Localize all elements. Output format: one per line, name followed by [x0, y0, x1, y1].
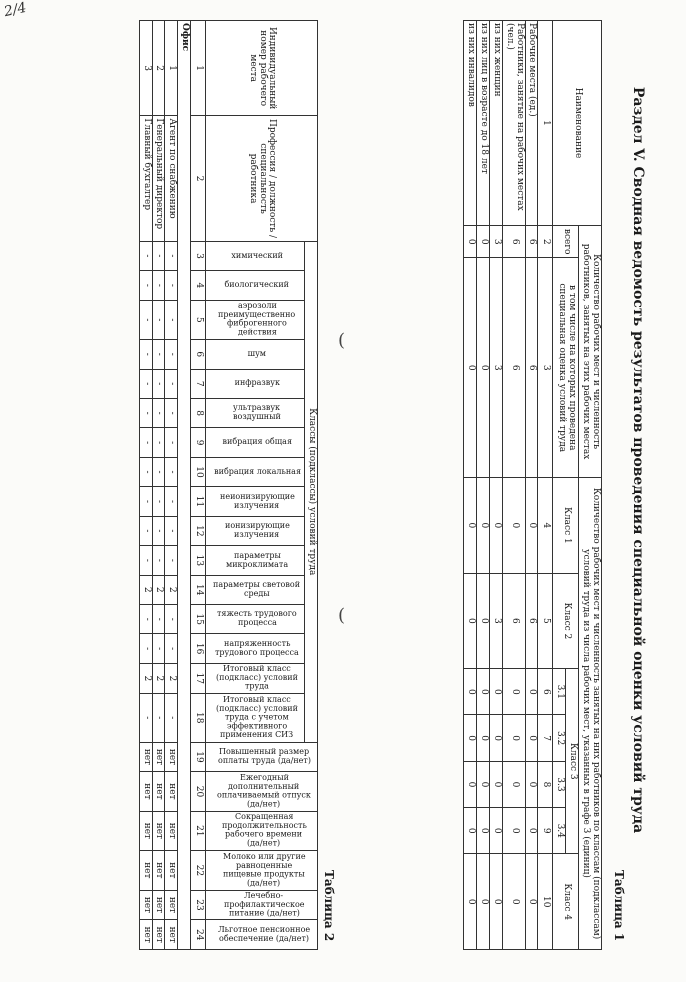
t2-row-id: 2 [152, 21, 165, 116]
t2-row-id: 1 [165, 21, 178, 116]
t2-row [152, 21, 165, 950]
t1-header-classes-group: Количество рабочих мест и численность занятых на них работников по классам (подклассам) условий труда из числа рабочих мест, указанных в графе 3 (единиц) [579, 478, 602, 950]
t1-cell: 0 [525, 478, 538, 574]
t1-header-name: Наименование [553, 21, 602, 226]
t2-cell: нет [152, 772, 165, 811]
t1-cell: 0 [502, 854, 525, 950]
t2-header-benefit [206, 772, 318, 811]
t2-cell: - [165, 398, 178, 427]
t2-header-factor-text: вибрация общая [222, 437, 292, 447]
t1-colnum: 8 [538, 761, 553, 807]
t2-cell: - [139, 271, 152, 300]
t2-header-benefit-text: Повышенный размер оплаты труда (да/нет) [217, 747, 311, 765]
t2-header-classes-group: Классы (подклассы) условий труда [305, 241, 318, 742]
t2-cell: нет [152, 890, 165, 920]
t1-cell: 6 [525, 226, 538, 258]
t1-cell: 0 [464, 715, 477, 761]
t2-cell: - [165, 605, 178, 634]
t2-group-label: Офис [178, 21, 191, 950]
t1-cell: 0 [489, 854, 502, 950]
t2-cell: нет [152, 742, 165, 771]
t2-cell: - [139, 398, 152, 427]
t2-header-factor [206, 428, 305, 457]
t2-header-factor-text: инфразвук [234, 378, 280, 388]
t2-colnum: 18 [191, 693, 206, 742]
section-title: Раздел V. Сводная ведомость результатов проведения специальной оценки условий труда [630, 86, 646, 834]
t2-colnum: 19 [191, 742, 206, 771]
t2-cell: - [165, 634, 178, 663]
t2-header-factor [206, 516, 305, 545]
t2-cell: - [139, 634, 152, 663]
t1-row-name: из них лиц в возрасте до 18 лет [476, 21, 489, 226]
t1-cell: 0 [476, 226, 489, 258]
t2-row [139, 21, 152, 950]
t1-row [464, 21, 477, 950]
table2-label: Таблица 2 [322, 870, 336, 942]
t1-cell: 0 [502, 478, 525, 574]
t2-header-factor-text: тяжесть трудового процесса [217, 609, 297, 628]
t1-cell: 0 [464, 808, 477, 854]
t1-row [502, 21, 525, 950]
t2-header-factor-text: неионизирующие излучения [219, 491, 295, 510]
t1-row-name: из них инвалидов [464, 21, 477, 226]
scan-mark-top: ( [338, 330, 346, 351]
t2-header-benefit-text: Лечебно-профилактическое питание (да/нет) [223, 890, 304, 918]
t2-cell: - [165, 693, 178, 742]
t2-cell: 2 [139, 575, 152, 604]
t2-colnum: 1 [191, 21, 206, 116]
t2-header-factor-text: химический [231, 250, 283, 260]
t1-cell: 0 [464, 854, 477, 950]
t2-header-factor-text: ионизирующие излучения [224, 521, 290, 539]
t2-cell: нет [139, 811, 152, 850]
t2-header-factor [206, 369, 305, 398]
t2-cell: нет [152, 811, 165, 850]
t2-header-factor [206, 663, 305, 693]
t2-colnum: 3 [191, 241, 206, 270]
t2-cell: - [139, 546, 152, 575]
t2-header-factor-text: параметры световой среды [213, 579, 301, 598]
t2-header-factor [206, 634, 305, 663]
t2-header-factor [206, 300, 305, 339]
t1-cell: 3 [489, 258, 502, 478]
t2-colnum: 17 [191, 663, 206, 693]
t2-header-factor-text: вибрация локальная [213, 466, 301, 476]
t2-cell: - [165, 428, 178, 457]
t2-colnum: 11 [191, 487, 206, 516]
t2-header-factor [206, 487, 305, 516]
t2-cell: 2 [139, 663, 152, 693]
t2-cell: - [152, 271, 165, 300]
t2-header-benefit [206, 851, 318, 890]
t2-cell: - [139, 241, 152, 270]
t2-cell: - [152, 516, 165, 545]
t2-cell: - [165, 340, 178, 369]
t2-header-factor [206, 398, 305, 427]
t2-colnum: 15 [191, 605, 206, 634]
corner-handwritten-mark: 2/4 [2, 0, 28, 21]
t2-cell: - [165, 457, 178, 486]
t2-header-factor-text: биологический [224, 279, 290, 289]
t2-cell: - [152, 457, 165, 486]
t2-colnum: 13 [191, 546, 206, 575]
t1-cell: 0 [464, 573, 477, 669]
t2-cell: - [165, 241, 178, 270]
t2-cell: нет [165, 811, 178, 850]
t1-cell: 3 [489, 226, 502, 258]
t2-cell: нет [165, 851, 178, 890]
t2-colnum: 23 [191, 890, 206, 920]
t1-cell: 0 [476, 761, 489, 807]
t2-cell: 2 [165, 663, 178, 693]
t1-colnum: 4 [538, 478, 553, 574]
t2-cell: - [165, 369, 178, 398]
t1-cell: 0 [502, 761, 525, 807]
t2-cell: - [152, 398, 165, 427]
t2-colnum: 20 [191, 772, 206, 811]
t1-column-numbers [538, 21, 553, 950]
t2-cell: - [139, 487, 152, 516]
t2-header-prof: Профессия / должность / специальность работника [206, 116, 318, 241]
t2-colnum: 22 [191, 851, 206, 890]
t1-cell: 0 [489, 478, 502, 574]
t2-cell: - [139, 300, 152, 339]
scan-mark-middle: ( [338, 605, 346, 626]
t2-cell: - [139, 340, 152, 369]
t2-cell: - [152, 428, 165, 457]
t2-cell: нет [139, 890, 152, 920]
t2-colnum: 7 [191, 369, 206, 398]
t1-header-class3: Класс 3 [566, 669, 579, 854]
t2-header-benefit-text: Молоко или другие равноценные пищевые продукты (да/нет) [222, 851, 305, 888]
t2-colnum: 21 [191, 811, 206, 850]
t1-colnum: 7 [538, 715, 553, 761]
t1-header-class3-3: 3.3 [553, 761, 566, 807]
t2-header-benefit-text: Сокращенная продолжительность рабочего времени (да/нет) [221, 812, 306, 848]
t1-cell: 0 [464, 761, 477, 807]
t2-header-factor-text: шум [247, 348, 267, 358]
t1-cell: 0 [502, 669, 525, 715]
t2-colnum: 2 [191, 116, 206, 241]
t1-cell: 0 [476, 669, 489, 715]
t1-cell: 0 [489, 669, 502, 715]
t1-row [476, 21, 489, 950]
t1-cell: 0 [502, 808, 525, 854]
t1-cell: 0 [525, 808, 538, 854]
t2-cell: 2 [152, 663, 165, 693]
t2-cell: - [152, 340, 165, 369]
t2-cell: - [152, 369, 165, 398]
t2-cell: - [165, 271, 178, 300]
t2-header-benefit [206, 742, 318, 771]
t2-row [165, 21, 178, 950]
t1-row [489, 21, 502, 950]
t1-cell: 0 [464, 226, 477, 258]
t2-cell: - [152, 634, 165, 663]
t2-header-benefit [206, 811, 318, 850]
t1-cell: 6 [525, 258, 538, 478]
t1-header-sout: в том числе на которых проведена специальная оценка условий труда [553, 258, 579, 478]
t2-colnum: 8 [191, 398, 206, 427]
t2-header-benefit-text: Льготное пенсионное обеспечение (да/нет) [217, 924, 310, 943]
t1-cell: 0 [476, 854, 489, 950]
t1-header-total-group: Количество рабочих мест и численность работников, занятых на этих рабочих местах [579, 226, 602, 478]
t1-cell: 6 [502, 573, 525, 669]
t2-colnum: 12 [191, 516, 206, 545]
t2-cell: - [139, 693, 152, 742]
t2-cell: - [152, 605, 165, 634]
t2-header-factor-text: аэрозоли преимущественно фиброгенного действия [218, 301, 296, 337]
t1-colnum: 5 [538, 573, 553, 669]
summary-table [463, 20, 602, 950]
t1-header-class2: Класс 2 [553, 573, 579, 669]
t1-cell: 6 [525, 573, 538, 669]
t2-cell: - [139, 428, 152, 457]
t2-colnum: 6 [191, 340, 206, 369]
t1-row-name: Работники, занятые на рабочих местах (чел.) [502, 21, 525, 226]
t2-cell: - [152, 546, 165, 575]
t1-colnum: 2 [538, 226, 553, 258]
t2-header-factor-text: Итоговый класс (подкласс) условий труда с учетом эффективного применения СИЗ [216, 694, 299, 739]
t2-cell: нет [165, 772, 178, 811]
t2-cell: нет [139, 851, 152, 890]
t1-cell: 0 [476, 715, 489, 761]
t1-cell: 0 [476, 258, 489, 478]
t1-cell: 0 [489, 808, 502, 854]
t1-cell: 0 [464, 478, 477, 574]
t2-cell: - [139, 457, 152, 486]
t2-header-factor-text: Итоговый класс (подкласс) условий труда [216, 664, 299, 691]
t1-cell: 0 [464, 258, 477, 478]
t2-header-factor [206, 340, 305, 369]
t2-cell: - [152, 693, 165, 742]
t2-cell: - [139, 605, 152, 634]
t1-cell: 6 [502, 226, 525, 258]
t2-row-prof: Главный бухгалтер [139, 116, 152, 241]
t1-cell: 0 [476, 808, 489, 854]
t1-cell: 0 [502, 715, 525, 761]
t2-header-factor [206, 241, 305, 270]
t1-cell: 0 [525, 761, 538, 807]
t2-cell: нет [152, 851, 165, 890]
t2-cell: - [152, 300, 165, 339]
t1-colnum: 9 [538, 808, 553, 854]
t1-colnum: 6 [538, 669, 553, 715]
t2-header-benefit [206, 920, 318, 950]
t1-cell: 0 [476, 573, 489, 669]
t2-row-prof: Генеральный директор [152, 116, 165, 241]
t1-row [525, 21, 538, 950]
t2-cell: нет [139, 920, 152, 950]
workplaces-table [139, 20, 318, 950]
t2-colnum: 9 [191, 428, 206, 457]
t2-row-id: 3 [139, 21, 152, 116]
t1-cell: 6 [502, 258, 525, 478]
t2-colnum: 24 [191, 920, 206, 950]
t1-row-name: Рабочие места (ед.) [525, 21, 538, 226]
t2-header-factor-text: напряженность трудового процесса [215, 638, 299, 657]
t1-colnum: 3 [538, 258, 553, 478]
t1-cell: 0 [525, 715, 538, 761]
t2-cell: 2 [152, 575, 165, 604]
t1-cell: 0 [476, 478, 489, 574]
t2-cell: нет [139, 772, 152, 811]
t1-colnum: 10 [538, 854, 553, 950]
t1-cell: 0 [489, 761, 502, 807]
t1-header-class3-1: 3.1 [553, 669, 566, 715]
t2-cell: нет [165, 742, 178, 771]
t2-header-benefit-text: Ежегодный дополнительный оплачиваемый отпуск (да/нет) [216, 772, 311, 809]
t2-cell: - [152, 487, 165, 516]
t2-cell: - [152, 241, 165, 270]
t2-cell: 2 [165, 575, 178, 604]
t1-cell: 0 [489, 715, 502, 761]
t2-colnum: 5 [191, 300, 206, 339]
t2-colnum: 14 [191, 575, 206, 604]
t2-row-prof: Агент по снабжению [165, 116, 178, 241]
t2-header-id: Индивидуальный номер рабочего места [206, 21, 318, 116]
t2-header-factor [206, 546, 305, 575]
t1-cell: 0 [525, 669, 538, 715]
t1-header-class3-4: 3.4 [553, 808, 566, 854]
t2-cell: нет [165, 920, 178, 950]
t2-colnum: 4 [191, 271, 206, 300]
t2-colnum: 16 [191, 634, 206, 663]
t1-cell: 3 [489, 573, 502, 669]
t2-cell: нет [165, 890, 178, 920]
t2-cell: - [139, 369, 152, 398]
t2-cell: нет [139, 742, 152, 771]
t2-header-factor-text: ультразвук воздушный [233, 403, 281, 422]
t2-header-factor [206, 693, 305, 742]
t2-header-factor [206, 575, 305, 604]
t2-header-factor [206, 271, 305, 300]
t2-cell: - [165, 300, 178, 339]
t1-header-class3-2: 3.2 [553, 715, 566, 761]
t2-cell: - [165, 546, 178, 575]
t2-header-factor [206, 457, 305, 486]
t2-cell: - [139, 516, 152, 545]
t1-row-name: из них женщин [489, 21, 502, 226]
t2-colnum: 10 [191, 457, 206, 486]
t1-cell: 0 [525, 854, 538, 950]
t1-header-class4: Класс 4 [553, 854, 579, 950]
t2-cell: - [165, 516, 178, 545]
t2-cell: - [165, 487, 178, 516]
t2-header-factor-text: параметры микроклимата [226, 550, 289, 569]
t2-header-factor [206, 605, 305, 634]
t1-header-total: всего [553, 226, 579, 258]
t2-cell: нет [152, 920, 165, 950]
t1-colnum: 1 [538, 21, 553, 226]
table1-label: Таблица 1 [612, 870, 626, 942]
t1-header-class1: Класс 1 [553, 478, 579, 574]
t2-header-benefit [206, 890, 318, 920]
t1-cell: 0 [464, 669, 477, 715]
